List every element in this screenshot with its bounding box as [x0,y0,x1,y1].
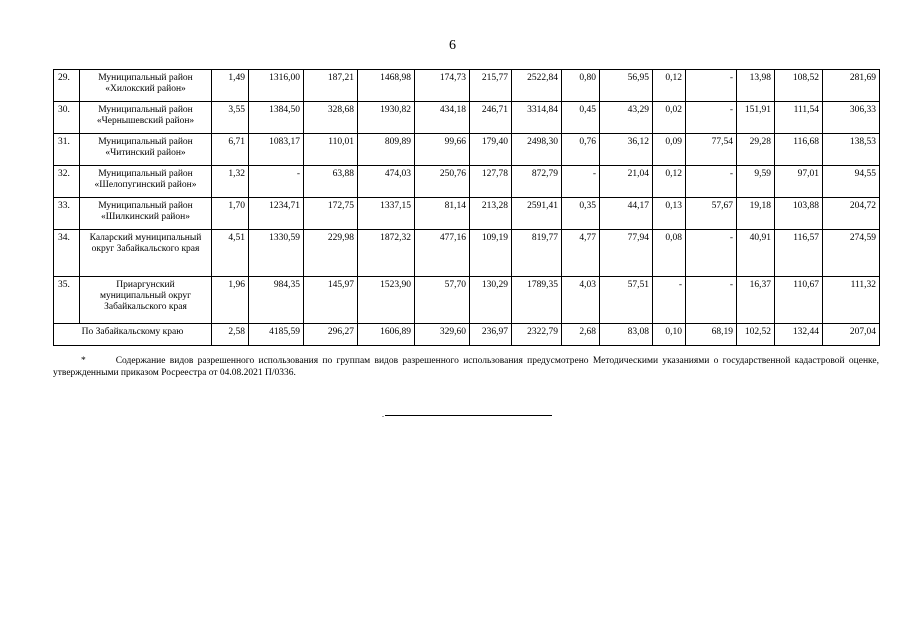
value-cell: - [686,277,737,324]
value-cell: - [562,166,600,198]
value-cell: 2498,30 [512,134,562,166]
value-cell: 151,91 [737,102,775,134]
value-cell: - [686,102,737,134]
row-number: 31. [54,134,80,166]
district-name: Муниципальный район «Шелопугинский район» [80,166,212,198]
table-row [54,230,880,277]
value-cell: 63,88 [304,166,358,198]
total-value-cell: 236,97 [470,324,512,346]
value-cell: 56,95 [600,70,653,102]
total-value-cell: 102,52 [737,324,775,346]
value-cell: 328,68 [304,102,358,134]
value-cell: 215,77 [470,70,512,102]
value-cell: 1337,15 [358,198,415,230]
value-cell: 0,09 [653,134,686,166]
value-cell: 57,70 [415,277,470,324]
end-divider-line [385,415,552,416]
value-cell: 0,12 [653,70,686,102]
total-value-cell: 1606,89 [358,324,415,346]
table-row [54,166,880,198]
value-cell: 477,16 [415,230,470,277]
value-cell: 0,13 [653,198,686,230]
value-cell: 6,71 [212,134,249,166]
value-cell: - [249,166,304,198]
total-label: По Забайкальскому краю [54,324,212,346]
row-number: 30. [54,102,80,134]
district-name: Муниципальный район «Хилокский район» [80,70,212,102]
value-cell: 109,19 [470,230,512,277]
total-value-cell: 4185,59 [249,324,304,346]
value-cell: 4,51 [212,230,249,277]
value-cell: 0,08 [653,230,686,277]
value-cell: 1789,35 [512,277,562,324]
table-row [54,198,880,230]
value-cell: 57,67 [686,198,737,230]
value-cell: 130,29 [470,277,512,324]
value-cell: 281,69 [823,70,880,102]
footnote-paragraph [53,355,879,379]
value-cell: 16,37 [737,277,775,324]
value-cell: - [686,70,737,102]
value-cell: 1,70 [212,198,249,230]
total-value-cell: 68,19 [686,324,737,346]
value-cell: 1316,00 [249,70,304,102]
value-cell: - [686,230,737,277]
value-cell: 99,66 [415,134,470,166]
value-cell: 77,54 [686,134,737,166]
value-cell: 108,52 [775,70,823,102]
value-cell: 0,35 [562,198,600,230]
value-cell: 0,12 [653,166,686,198]
value-cell: 187,21 [304,70,358,102]
value-cell: 1523,90 [358,277,415,324]
value-cell: 4,77 [562,230,600,277]
district-name: Приаргунский муниципальный округ Забайкальского края [80,277,212,324]
total-value-cell: 83,08 [600,324,653,346]
value-cell: 9,59 [737,166,775,198]
page-number: 6 [449,38,456,53]
value-cell: 145,97 [304,277,358,324]
row-number: 29. [54,70,80,102]
value-cell: 2522,84 [512,70,562,102]
value-cell: 57,51 [600,277,653,324]
value-cell: 138,53 [823,134,880,166]
footnote [53,355,879,379]
value-cell: 21,04 [600,166,653,198]
value-cell: - [686,166,737,198]
total-value-cell: 2,58 [212,324,249,346]
value-cell: 434,18 [415,102,470,134]
total-row [54,324,880,346]
value-cell: 306,33 [823,102,880,134]
value-cell: 1930,82 [358,102,415,134]
footnote-marker: * [81,356,86,366]
value-cell: 13,98 [737,70,775,102]
value-cell: 94,55 [823,166,880,198]
value-cell: 3314,84 [512,102,562,134]
value-cell: 204,72 [823,198,880,230]
value-cell: 29,28 [737,134,775,166]
value-cell: 116,68 [775,134,823,166]
row-number: 33. [54,198,80,230]
value-cell: 103,88 [775,198,823,230]
value-cell: 872,79 [512,166,562,198]
value-cell: 0,02 [653,102,686,134]
value-cell: 984,35 [249,277,304,324]
value-cell: 3,55 [212,102,249,134]
value-cell: 246,71 [470,102,512,134]
value-cell: 474,03 [358,166,415,198]
value-cell: 819,77 [512,230,562,277]
value-cell: 97,01 [775,166,823,198]
value-cell: 179,40 [470,134,512,166]
value-cell: 1,96 [212,277,249,324]
cadastral-value-table [53,69,880,346]
total-value-cell: 0,10 [653,324,686,346]
total-value-cell: 132,44 [775,324,823,346]
district-name: Муниципальный район «Чернышевский район» [80,102,212,134]
value-cell: 1234,71 [249,198,304,230]
value-cell: 1330,59 [249,230,304,277]
total-value-cell: 207,04 [823,324,880,346]
row-number: 32. [54,166,80,198]
value-cell: 44,17 [600,198,653,230]
value-cell: 36,12 [600,134,653,166]
table-row [54,277,880,324]
value-cell: 116,57 [775,230,823,277]
value-cell: 809,89 [358,134,415,166]
value-cell: 4,03 [562,277,600,324]
value-cell: 1384,50 [249,102,304,134]
table-row [54,134,880,166]
value-cell: 110,01 [304,134,358,166]
value-cell: 111,32 [823,277,880,324]
value-cell: 274,59 [823,230,880,277]
row-number: 34. [54,230,80,277]
value-cell: 172,75 [304,198,358,230]
value-cell: 111,54 [775,102,823,134]
value-cell: 174,73 [415,70,470,102]
district-name: Каларский муниципальный округ Забайкальского края [80,230,212,277]
value-cell: 19,18 [737,198,775,230]
value-cell: 110,67 [775,277,823,324]
district-name: Муниципальный район «Читинский район» [80,134,212,166]
value-cell: 77,94 [600,230,653,277]
footnote-text: Содержание видов разрешенного использования по группам видов разрешенного использования предусмотрено Методическими указаниями о государственной кадастровой оценке, утвержденными приказом Росреестра от 04.08.2021 П/0336. [53,356,880,378]
end-mark: . [382,410,384,419]
value-cell: 213,28 [470,198,512,230]
table-body [54,70,880,346]
value-cell: 40,91 [737,230,775,277]
value-cell: 127,78 [470,166,512,198]
total-value-cell: 329,60 [415,324,470,346]
table-row [54,102,880,134]
value-cell: 2591,41 [512,198,562,230]
value-cell: 1468,98 [358,70,415,102]
value-cell: 229,98 [304,230,358,277]
total-value-cell: 2,68 [562,324,600,346]
value-cell: 0,76 [562,134,600,166]
value-cell: - [653,277,686,324]
value-cell: 0,45 [562,102,600,134]
district-name: Муниципальный район «Шилкинский район» [80,198,212,230]
value-cell: 250,76 [415,166,470,198]
total-value-cell: 2322,79 [512,324,562,346]
total-value-cell: 296,27 [304,324,358,346]
value-cell: 43,29 [600,102,653,134]
value-cell: 81,14 [415,198,470,230]
value-cell: 1083,17 [249,134,304,166]
value-cell: 1,49 [212,70,249,102]
table-row [54,70,880,102]
row-number: 35. [54,277,80,324]
value-cell: 1,32 [212,166,249,198]
value-cell: 0,80 [562,70,600,102]
value-cell: 1872,32 [358,230,415,277]
